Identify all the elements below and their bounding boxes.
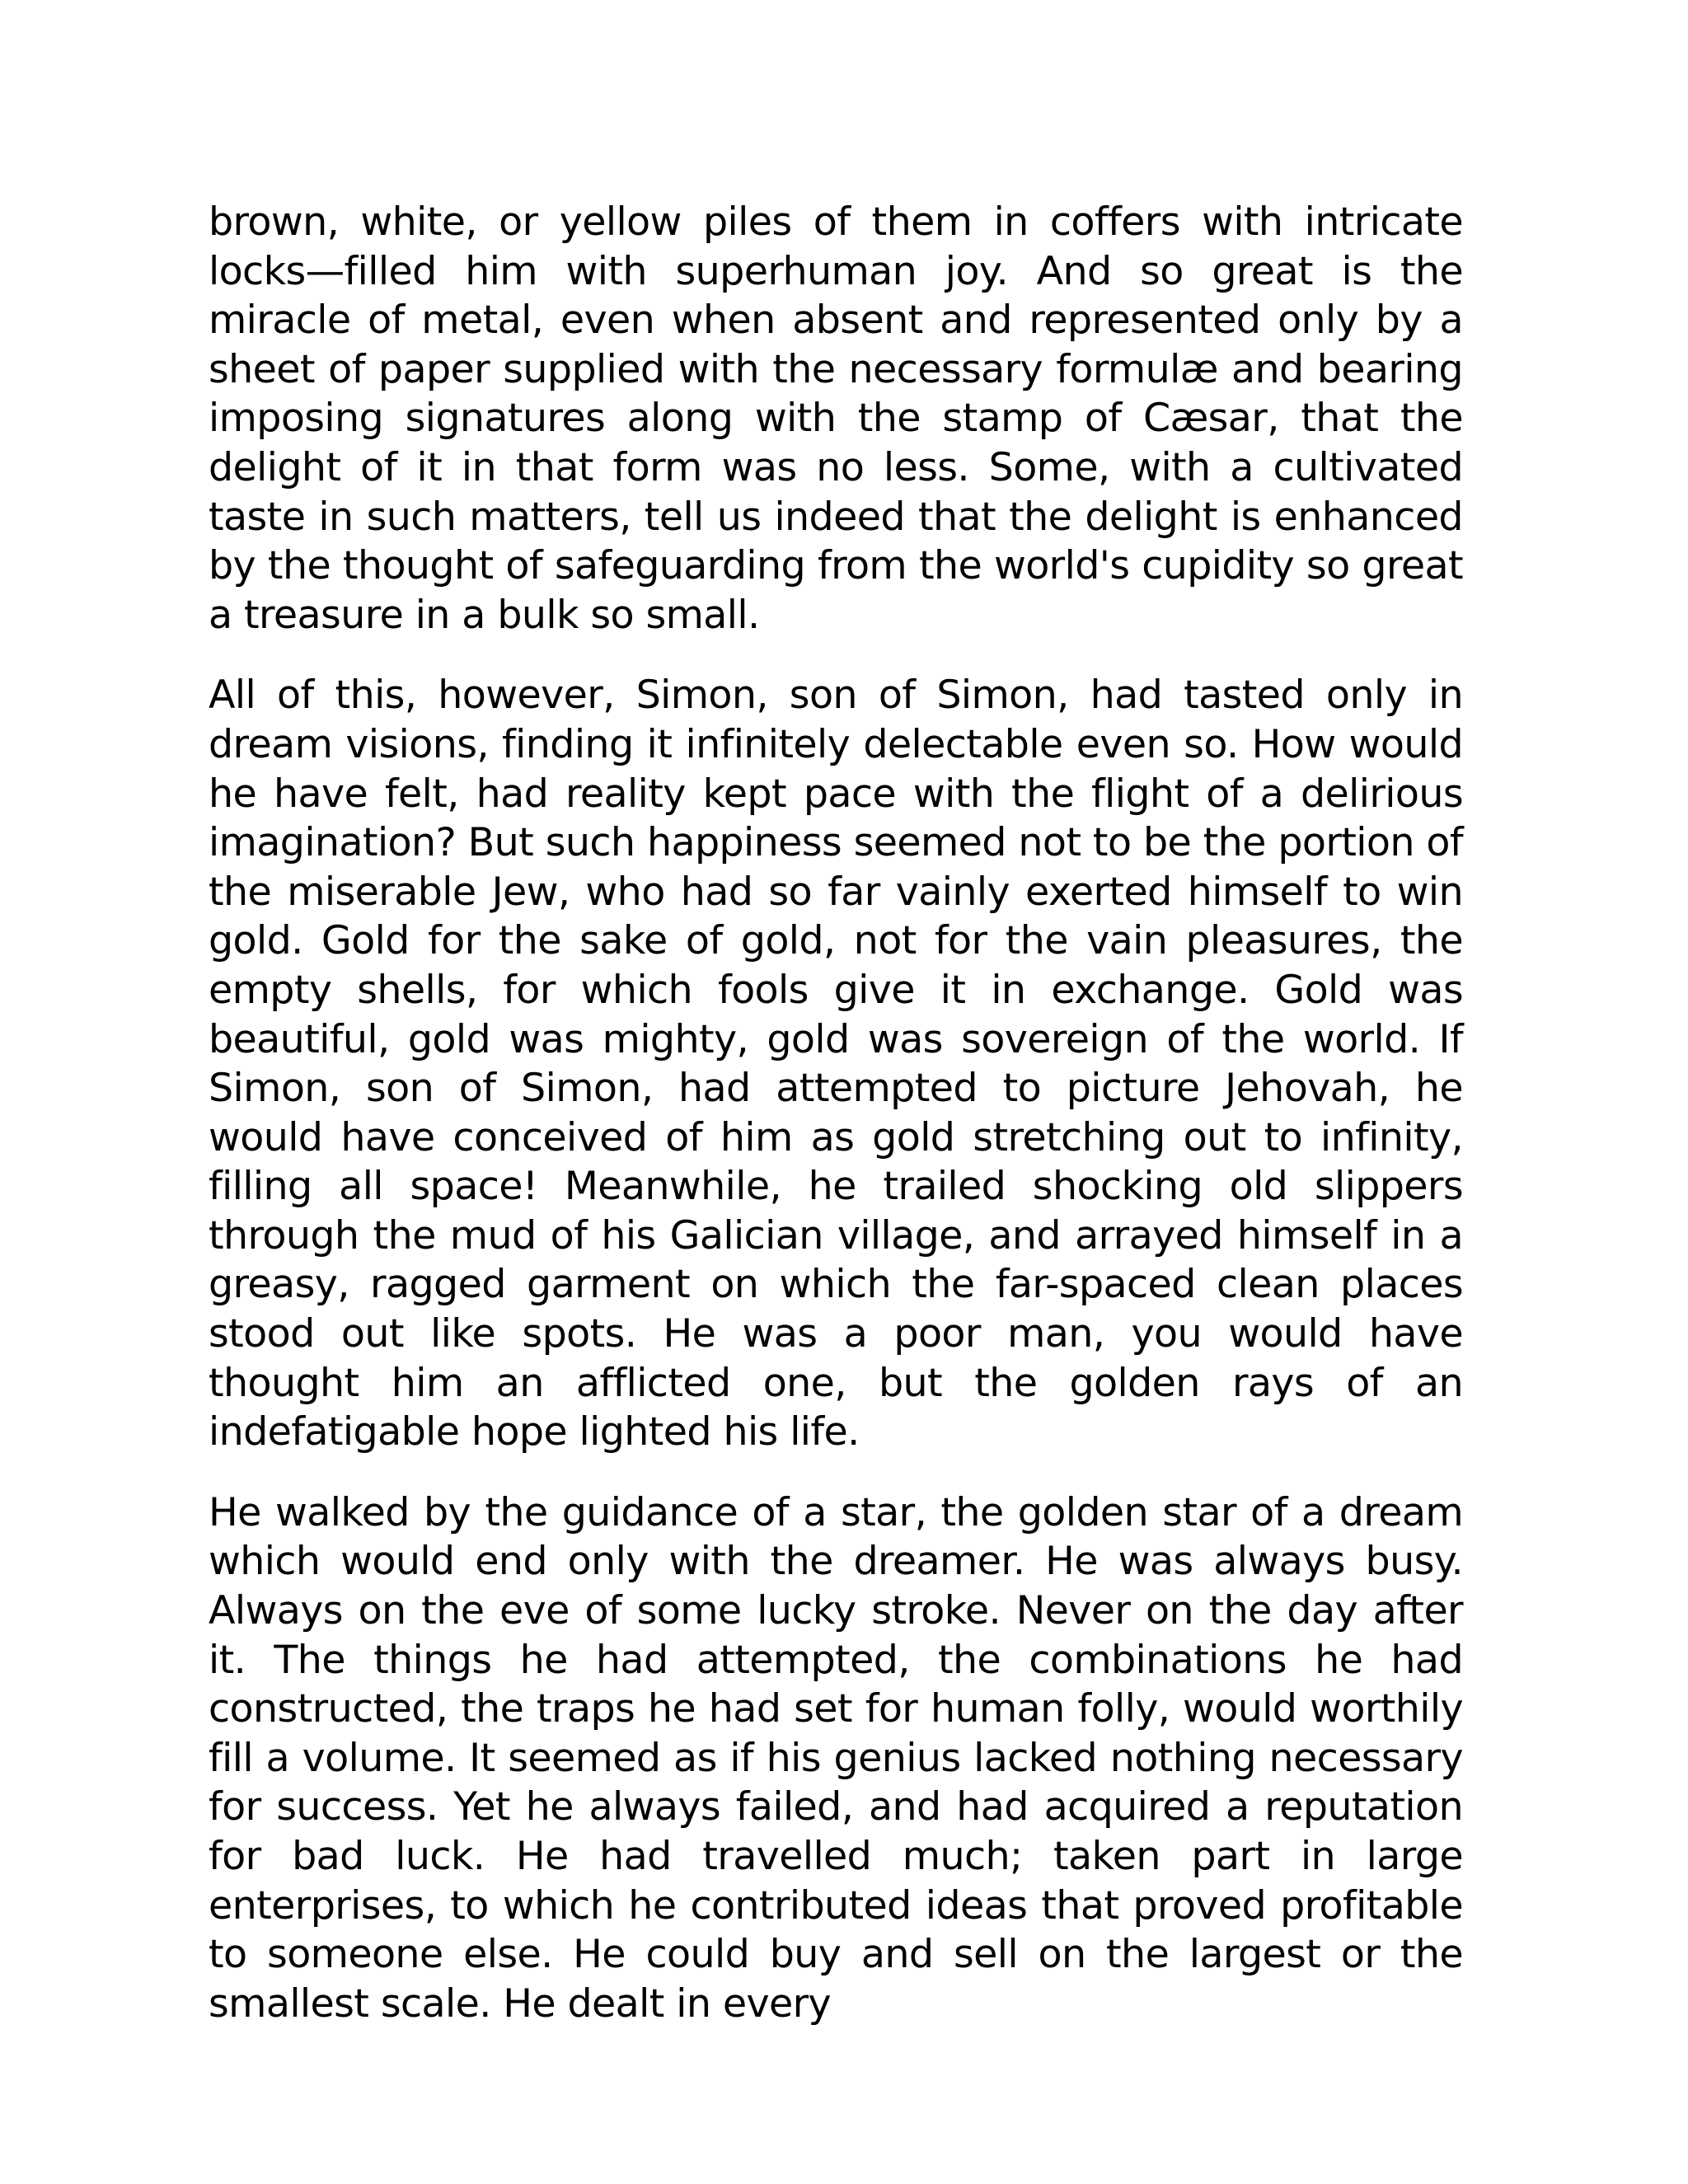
paragraph-2: All of this, however, Simon, son of Simon, had tasted only in dream visions, finding it infinitely delectable even so. How would he have felt, had reality kept pace with the flight of a delirious imagination? But such happiness seemed not to be the portion of the miserable Jew, who had so far vainly exerted himself to win gold. Gold for the sake of gold, not for the vain pleasures, the empty shells, for which fools give it in exchange. Gold was beautiful, gold was mighty, gold was sovereign of the world. If Simon, son of Simon, had attempted to picture Jehovah, he would have conceived of him as gold stretching out to infinity, filling all space! Meanwhile, he trailed shocking old slippers through the mud of his Galician village, and arrayed himself in a greasy, ragged garment on which the far-spaced clean places stood out like spots. He was a poor man, you would have thought him an afflicted one, but the golden rays of an indefatigable hope lighted his life.	[209, 673, 1463, 1455]
paragraph-3: He walked by the guidance of a star, the golden star of a dream which would end only with the dreamer. He was always busy. Always on the eve of some lucky stroke. Never on the day after it. The things he had attempted, the combinations he had constructed, the traps he had set for human folly, would worthily fill a volume. It seemed as if his genius lacked nothing necessary for success. Yet he always failed, and had acquired a reputation for bad luck. He had travelled much; taken part in large enterprises, to which he contributed ideas that proved profitable to someone else. He could buy and sell on the largest or the smallest scale. He dealt in every	[209, 1489, 1463, 2027]
page-body	[209, 198, 1463, 2060]
paragraph-1: brown, white, or yellow piles of them in coffers with intricate locks—filled him with superhuman joy. And so great is the miracle of metal, even when absent and represented only by a sheet of paper supplied with the necessary formulæ and bearing imposing signatures along with the stamp of Cæsar, that the delight of it in that form was no less. Some, with a cultivated taste in such matters, tell us indeed that the delight is enhanced by the thought of safeguarding from the world's cupidity so great a treasure in a bulk so small.	[209, 199, 1463, 638]
